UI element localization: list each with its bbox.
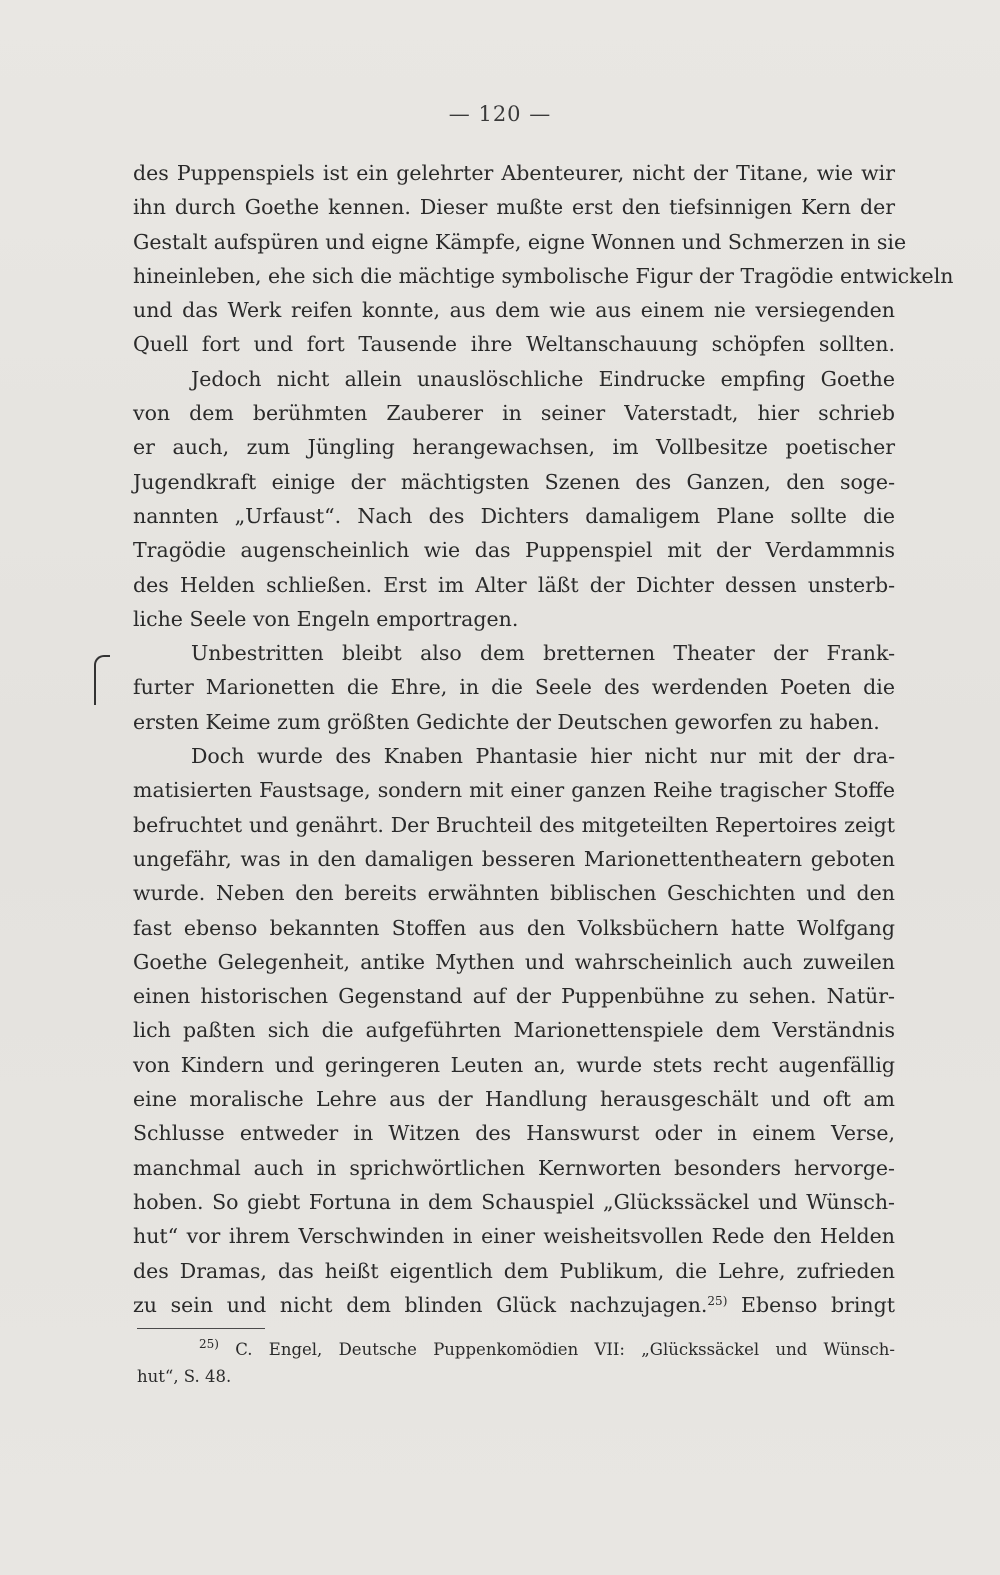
text-line: furter Marionetten die Ehre, in die Seele des werdenden Poeten die	[133, 675, 895, 700]
text-line: einen historischen Gegenstand auf der Puppenbühne zu sehen. Natür-	[133, 984, 895, 1009]
text-line: befruchtet und genährt. Der Bruchteil des mitgeteilten Repertoires zeigt	[133, 812, 895, 837]
text-line: er auch, zum Jüngling herangewachsen, im Vollbesitze poetischer	[133, 435, 895, 460]
text-line: ersten Keime zum größten Gedichte der Deutschen geworfen zu haben.	[133, 709, 880, 734]
text-line: Tragödie augenscheinlich wie das Puppenspiel mit der Verdammnis	[133, 538, 895, 563]
text-line: fast ebenso bekannten Stoffen aus den Volksbüchern hatte Wolfgang	[133, 915, 895, 940]
text-line: des Helden schließen. Erst im Alter läßt der Dichter dessen unsterb-	[133, 572, 895, 597]
footnote-rule	[137, 1328, 265, 1329]
footnote-marker: 25)	[199, 1337, 219, 1351]
footnote-line: hut“, S. 48.	[137, 1367, 232, 1386]
text-line: Unbestritten bleibt also dem bretternen Theater der Frank-	[191, 641, 895, 666]
text-line: Goethe Gelegenheit, antike Mythen und wahrscheinlich auch zuweilen	[133, 949, 895, 974]
line-text: zu sein und nicht dem blinden Glück nachzujagen.	[133, 1292, 708, 1317]
paragraph-4	[133, 739, 895, 1322]
text-line: Jugendkraft einige der mächtigsten Szenen des Ganzen, den soge-	[133, 469, 895, 494]
text-line: nannten „Urfaust“. Nach des Dichters damaligem Plane sollte die	[133, 503, 895, 528]
text-line: wurde. Neben den bereits erwähnten biblischen Geschichten und den	[133, 881, 895, 906]
text-line: Quell fort und fort Tausende ihre Weltanschauung schöpfen sollten.	[133, 332, 895, 357]
text-line: hineinleben, ehe sich die mächtige symbolische Figur der Tragödie entwickeln	[133, 263, 954, 288]
text-line-with-note	[133, 1288, 895, 1322]
paragraph-3	[133, 636, 895, 739]
text-line: hut“ vor ihrem Verschwinden in einer weisheitsvollen Rede den Helden	[133, 1224, 895, 1249]
footnote-text: C. Engel, Deutsche Puppenkomödien VII: „Glückssäckel und Wünsch-	[218, 1340, 895, 1359]
text-line: Doch wurde des Knaben Phantasie hier nicht nur mit der dra-	[191, 744, 895, 769]
text-line: ihn durch Goethe kennen. Dieser mußte erst den tiefsinnigen Kern der	[133, 195, 895, 220]
footnote-line	[137, 1336, 895, 1363]
text-line: ungefähr, was in den damaligen besseren Marionettentheatern geboten	[133, 846, 895, 871]
paragraph-2	[133, 362, 895, 636]
text-line: hoben. So giebt Fortuna in dem Schauspiel „Glückssäckel und Wünsch-	[133, 1189, 895, 1214]
text-line: matisierten Faustsage, sondern mit einer ganzen Reihe tragischer Stoffe	[133, 778, 895, 803]
text-line: lich paßten sich die aufgeführten Marionettenspiele dem Verständnis	[133, 1018, 895, 1043]
footnote	[137, 1336, 895, 1390]
text-line: eine moralische Lehre aus der Handlung herausgeschält und oft am	[133, 1087, 895, 1112]
text-line: des Dramas, das heißt eigentlich dem Publikum, die Lehre, zufrieden	[133, 1258, 895, 1283]
text-line: des Puppenspiels ist ein gelehrter Abenteurer, nicht der Titane, wie wir	[133, 161, 895, 185]
text-line: von Kindern und geringeren Leuten an, wurde stets recht augenfällig	[133, 1052, 895, 1077]
footnote-reference[interactable]: 25)	[707, 1293, 728, 1308]
margin-bracket-mark	[94, 655, 110, 705]
paragraph-1	[133, 156, 954, 362]
body-text	[133, 156, 954, 1322]
text-line: manchmal auch in sprichwörtlichen Kernworten besonders hervorge-	[133, 1155, 895, 1180]
text-line: Schlusse entweder in Witzen des Hanswurst oder in einem Verse,	[133, 1121, 895, 1146]
text-line: Jedoch nicht allein unauslöschliche Eindrucke empfing Goethe	[191, 366, 895, 391]
page-number: — 120 —	[448, 102, 552, 126]
text-line: und das Werk reifen konnte, aus dem wie aus einem nie versiegenden	[133, 298, 895, 323]
text-line: von dem berühmten Zauberer in seiner Vaterstadt, hier schrieb	[133, 401, 895, 426]
text-line: Gestalt aufspüren und eigne Kämpfe, eigne Wonnen und Schmerzen in sie	[133, 229, 907, 254]
line-text: Ebenso bringt	[727, 1292, 895, 1317]
text-line: liche Seele von Engeln emportragen.	[133, 606, 519, 631]
